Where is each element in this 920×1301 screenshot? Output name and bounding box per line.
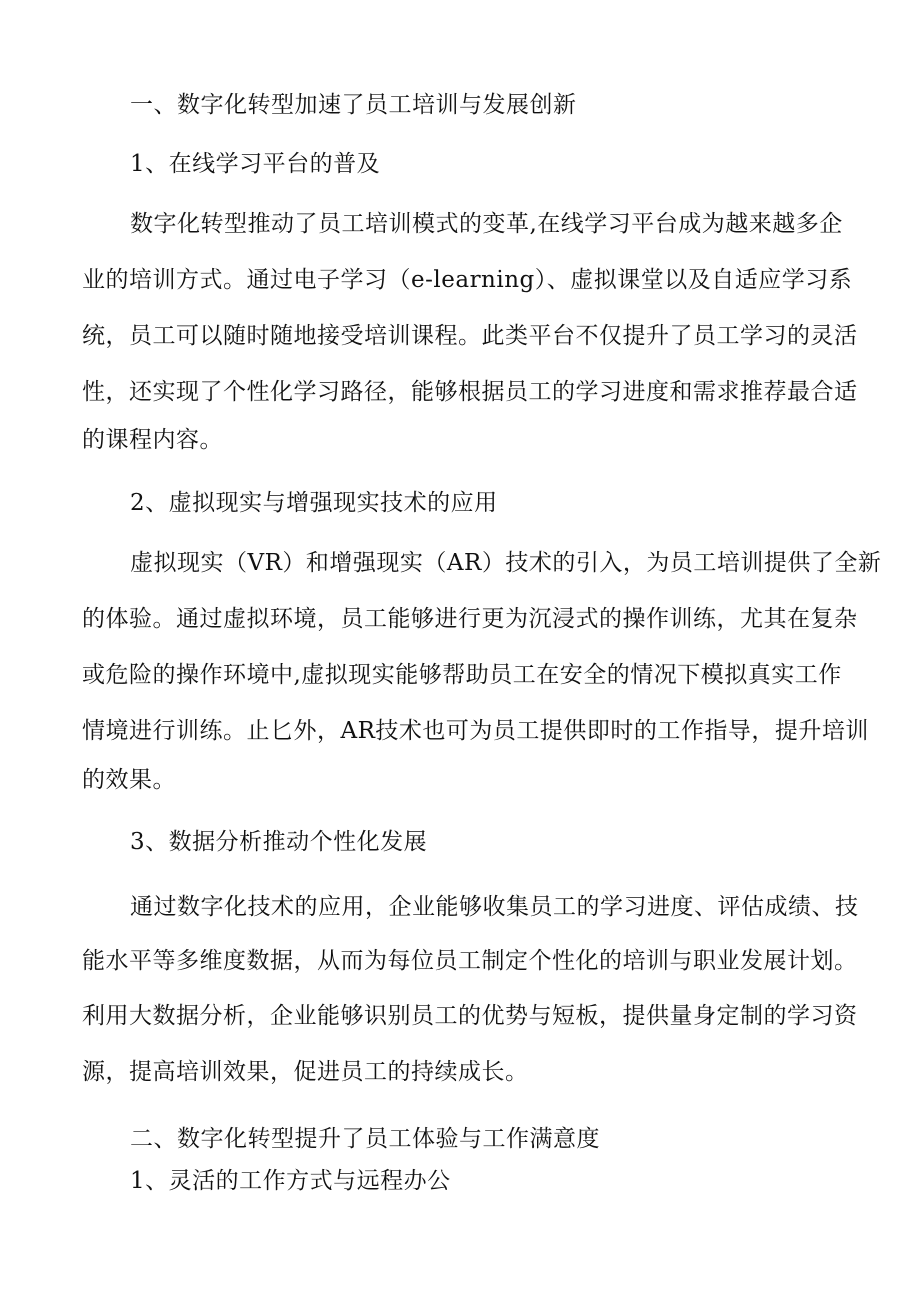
paragraph-line: 情境进行训练。止匕外，AR技术也可为员工提供即时的工作指导，提升培训 [82, 718, 869, 744]
paragraph-line: 数字化转型推动了员工培训模式的变革,在线学习平台成为越来越多企 [130, 211, 843, 237]
paragraph-line: 统，员工可以随时随地接受培训课程。此类平台不仅提升了员工学习的灵活 [82, 323, 858, 349]
paragraph-line: 的效果。 [82, 767, 176, 793]
section-2-heading: 二、数字化转型提升了员工体验与工作满意度 [130, 1126, 600, 1152]
subsection-1-1-heading: 1、在线学习平台的普及 [130, 151, 381, 177]
paragraph-line: 通过数字化技术的应用，企业能够收集员工的学习进度、评估成绩、技 [130, 894, 859, 920]
paragraph-line: 利用大数据分析，企业能够识别员工的优势与短板，提供量身定制的学习资 [82, 1003, 858, 1029]
paragraph-line: 源，提高培训效果，促进员工的持续成长。 [82, 1059, 529, 1085]
paragraph-line: 的课程内容。 [82, 427, 223, 453]
paragraph-line: 性，还实现了个性化学习路径，能够根据员工的学习进度和需求推荐最合适 [82, 379, 858, 405]
subsection-2-1-heading: 1、灵活的工作方式与远程办公 [130, 1168, 451, 1194]
paragraph-line: 能水平等多维度数据，从而为每位员工制定个性化的培训与职业发展计划。 [82, 948, 858, 974]
paragraph-line: 业的培训方式。通过电子学习（e-learning）、虚拟课堂以及自适应学习系 [82, 267, 853, 293]
subsection-1-3-heading: 3、数据分析推动个性化发展 [130, 829, 428, 855]
section-1-heading: 一、数字化转型加速了员工培训与发展创新 [130, 92, 577, 118]
paragraph-line: 或危险的操作环境中,虚拟现实能够帮助员工在安全的情况下模拟真实工作 [82, 662, 842, 688]
paragraph-line: 虚拟现实（VR）和增强现实（AR）技术的引入，为员工培训提供了全新 [130, 550, 882, 576]
subsection-1-2-heading: 2、虚拟现实与增强现实技术的应用 [130, 490, 498, 516]
paragraph-line: 的体验。通过虚拟环境，员工能够进行更为沉浸式的操作训练，尤其在复杂 [82, 606, 858, 632]
